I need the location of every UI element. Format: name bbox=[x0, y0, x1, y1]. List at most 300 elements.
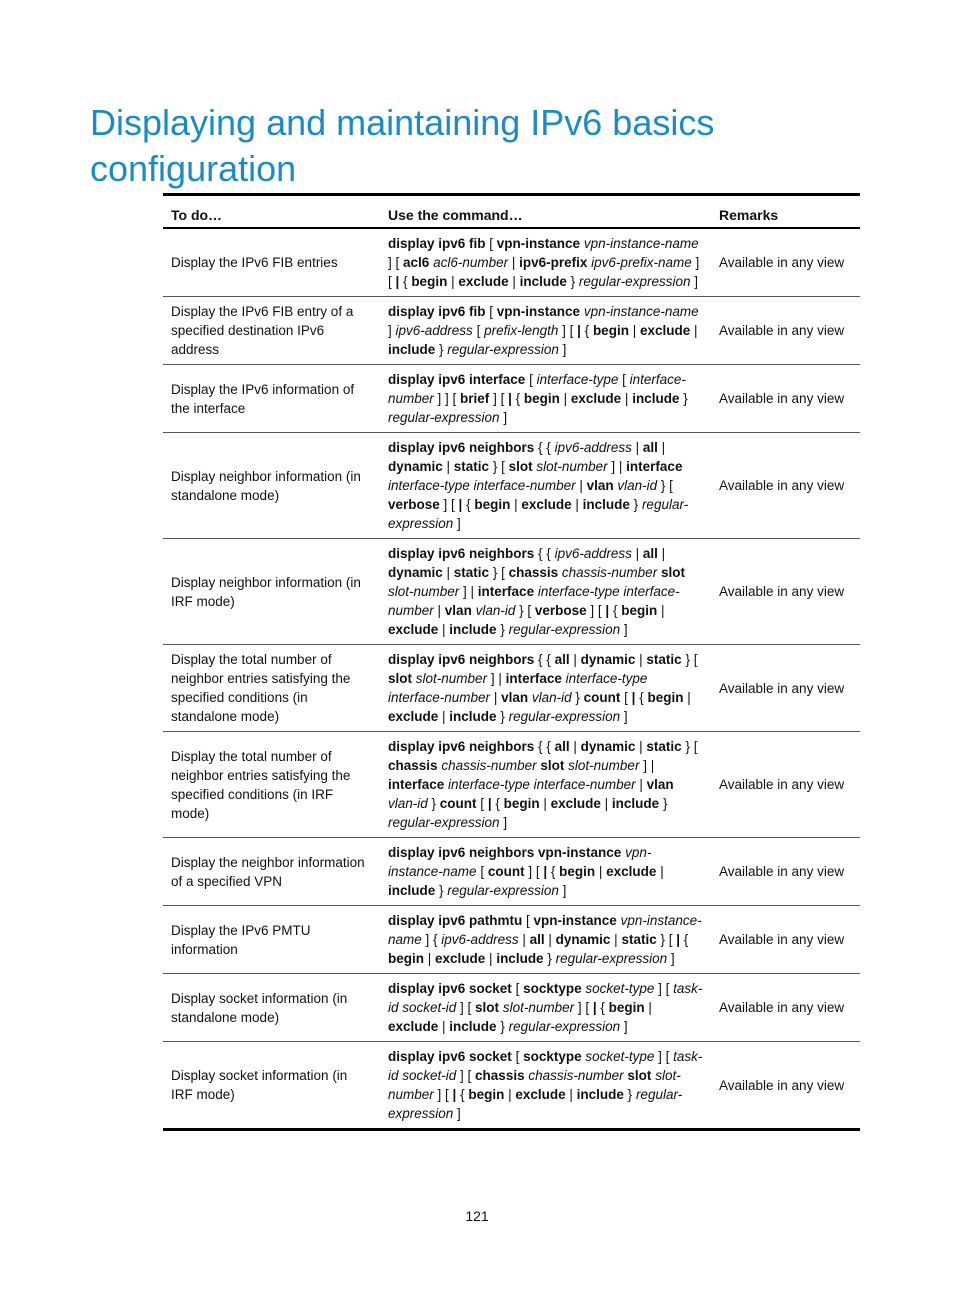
command-text: } [ bbox=[489, 459, 509, 474]
command-text: } bbox=[427, 796, 440, 811]
command-text: ] [ bbox=[524, 864, 544, 879]
command-text: ] | bbox=[459, 584, 478, 599]
page-number: 121 bbox=[465, 1208, 489, 1224]
command-text: [ bbox=[511, 981, 524, 996]
table-row bbox=[163, 732, 860, 838]
command-keyword: include bbox=[582, 497, 630, 512]
command-argument: slot-number bbox=[415, 671, 488, 686]
command-argument: vpn-instance-name bbox=[388, 845, 652, 879]
command-text: ] bbox=[499, 410, 508, 425]
command-text: ] bbox=[620, 1019, 628, 1034]
command-text: } bbox=[435, 883, 448, 898]
todo-cell: Display socket information (in IRF mode) bbox=[163, 1042, 380, 1130]
command-argument: vpn-instance-name bbox=[388, 913, 702, 947]
command-argument: interface-type bbox=[536, 372, 619, 387]
command-keyword: vlan bbox=[586, 478, 614, 493]
command-cell bbox=[380, 433, 711, 539]
command-text: | bbox=[610, 932, 622, 947]
column-header-todo: To do… bbox=[163, 195, 380, 229]
command-text: [ bbox=[476, 864, 488, 879]
command-keyword: display ipv6 neighbors vpn-instance bbox=[388, 845, 622, 860]
command-keyword: interface bbox=[505, 671, 562, 686]
command-keyword: all bbox=[554, 652, 570, 667]
command-text: [ bbox=[522, 913, 534, 928]
command-text: | bbox=[600, 796, 612, 811]
command-keyword: begin bbox=[608, 1000, 645, 1015]
command-argument: socket-type bbox=[585, 1049, 655, 1064]
command-keyword: exclude bbox=[515, 1087, 566, 1102]
todo-cell: Display neighbor information (in IRF mode) bbox=[163, 539, 380, 645]
command-cell bbox=[380, 297, 711, 365]
command-text: | bbox=[508, 255, 520, 270]
command-text: { { bbox=[534, 440, 555, 455]
command-argument: task-id socket-id bbox=[388, 1049, 703, 1083]
command-text: [ bbox=[476, 796, 488, 811]
command-argument: regular-expression bbox=[508, 622, 621, 637]
command-argument: vpn-instance-name bbox=[583, 236, 699, 251]
command-text: } bbox=[571, 690, 584, 705]
command-keyword: include bbox=[611, 796, 660, 811]
command-text: | bbox=[628, 323, 640, 338]
command-argument: regular-expression bbox=[447, 342, 559, 357]
command-syntax bbox=[388, 1049, 702, 1121]
command-keyword: begin bbox=[559, 864, 596, 879]
command-keyword: exclude bbox=[388, 1019, 439, 1034]
command-argument: interface-type interface-number bbox=[388, 671, 648, 705]
remarks-cell: Available in any view bbox=[711, 838, 860, 906]
remarks-cell: Available in any view bbox=[711, 732, 860, 838]
command-syntax bbox=[388, 739, 697, 830]
command-keyword: begin bbox=[474, 497, 511, 512]
command-argument: regular-expression bbox=[508, 1019, 621, 1034]
command-cell bbox=[380, 974, 711, 1042]
command-text: } [ bbox=[656, 932, 677, 947]
command-keyword: interface bbox=[626, 459, 683, 474]
command-argument: slot-number bbox=[502, 1000, 575, 1015]
command-keyword: | bbox=[631, 690, 636, 705]
todo-cell: Display neighbor information (in standalone mode) bbox=[163, 433, 380, 539]
command-text: { { bbox=[534, 739, 555, 754]
command-text: | bbox=[518, 932, 530, 947]
command-syntax bbox=[388, 546, 685, 637]
column-header-remarks: Remarks bbox=[711, 195, 860, 229]
command-text: ] bbox=[667, 951, 675, 966]
remarks-cell: Available in any view bbox=[711, 297, 860, 365]
command-keyword: exclude bbox=[435, 951, 486, 966]
command-text: | bbox=[559, 391, 571, 406]
command-keyword: dynamic bbox=[388, 565, 443, 580]
command-keyword: dynamic bbox=[580, 652, 636, 667]
command-keyword: display ipv6 pathmtu bbox=[388, 913, 523, 928]
todo-cell: Display the IPv6 FIB entries bbox=[171, 255, 338, 270]
command-keyword: chassis bbox=[475, 1068, 525, 1083]
command-text: { { bbox=[534, 546, 555, 561]
command-syntax bbox=[388, 372, 688, 425]
command-text: | bbox=[442, 459, 454, 474]
command-text: } bbox=[435, 342, 448, 357]
command-text: | bbox=[635, 652, 647, 667]
command-keyword: begin bbox=[647, 690, 684, 705]
command-keyword: include bbox=[449, 709, 497, 724]
command-argument: prefix-length bbox=[484, 323, 559, 338]
command-keyword: socktype bbox=[523, 1049, 582, 1064]
command-keyword: include bbox=[519, 274, 567, 289]
command-text: ] bbox=[558, 342, 567, 357]
section-title: Displaying and maintaining IPv6 basics configuration bbox=[90, 102, 715, 189]
command-text: | bbox=[433, 603, 445, 618]
command-syntax bbox=[388, 845, 664, 898]
command-keyword: include bbox=[496, 951, 544, 966]
command-argument: regular-expression bbox=[447, 883, 559, 898]
command-text: | bbox=[657, 603, 665, 618]
command-text: | bbox=[657, 440, 666, 455]
todo-cell: Display the neighbor information of a specified VPN bbox=[163, 838, 380, 906]
command-text: { bbox=[462, 497, 475, 512]
command-keyword: vlan bbox=[501, 690, 529, 705]
command-keyword: include bbox=[449, 622, 497, 637]
command-cell bbox=[380, 1042, 711, 1130]
table-row bbox=[163, 1042, 860, 1130]
command-keyword: include bbox=[576, 1087, 624, 1102]
command-keyword: ipv6-prefix bbox=[519, 255, 588, 270]
command-keyword: verbose bbox=[534, 603, 587, 618]
command-argument: vlan-id bbox=[388, 796, 428, 811]
command-text: } bbox=[543, 951, 556, 966]
table-row bbox=[163, 297, 860, 365]
command-text: | bbox=[544, 932, 556, 947]
command-keyword: count bbox=[487, 864, 525, 879]
command-text: ] [ bbox=[586, 603, 606, 618]
command-argument: regular-expression bbox=[388, 410, 500, 425]
command-argument: regular-expression bbox=[388, 497, 689, 531]
command-text: | bbox=[683, 690, 691, 705]
command-text: ] [ bbox=[574, 1000, 593, 1015]
command-argument: interface-type interface-number bbox=[448, 777, 636, 792]
command-text: } bbox=[496, 1019, 509, 1034]
command-keyword: display ipv6 neighbors bbox=[388, 546, 535, 561]
command-argument: chassis-number bbox=[561, 565, 658, 580]
table-row bbox=[163, 645, 860, 732]
command-keyword: display ipv6 socket bbox=[388, 981, 512, 996]
command-text: { bbox=[399, 274, 412, 289]
column-header-command: Use the command… bbox=[380, 195, 711, 229]
command-keyword: display ipv6 interface bbox=[388, 372, 526, 387]
command-text: ] [ bbox=[558, 323, 578, 338]
command-text: ] [ bbox=[388, 255, 700, 289]
command-text: | bbox=[631, 440, 643, 455]
command-keyword: interface bbox=[388, 777, 445, 792]
command-keyword: count bbox=[583, 690, 621, 705]
command-keyword: | bbox=[452, 1087, 457, 1102]
command-cell bbox=[380, 228, 711, 297]
command-text: ] bbox=[453, 1106, 461, 1121]
remarks-cell: Available in any view bbox=[719, 255, 845, 270]
command-keyword: | bbox=[676, 932, 681, 947]
command-text: ] [ bbox=[433, 1087, 453, 1102]
remarks-cell: Available in any view bbox=[711, 365, 860, 433]
table-row bbox=[163, 906, 860, 974]
command-text: } bbox=[659, 796, 668, 811]
command-text: | bbox=[571, 497, 583, 512]
command-text: } [ bbox=[657, 478, 673, 493]
todo-cell: Display the total number of neighbor entries satisfying the specified conditions (in standalone mode) bbox=[163, 645, 380, 732]
command-argument: chassis-number bbox=[441, 758, 537, 773]
command-keyword: include bbox=[632, 391, 680, 406]
command-keyword: all bbox=[642, 440, 658, 455]
command-text: | bbox=[656, 864, 664, 879]
command-syntax bbox=[388, 913, 702, 966]
command-keyword: display ipv6 socket bbox=[388, 1049, 512, 1064]
command-keyword: display ipv6 fib bbox=[388, 236, 486, 251]
command-argument: vlan-id bbox=[617, 478, 658, 493]
table-row bbox=[163, 365, 860, 433]
command-keyword: begin bbox=[388, 951, 424, 966]
command-text: ] [ bbox=[654, 981, 674, 996]
command-keyword: count bbox=[439, 796, 477, 811]
command-keyword: static bbox=[453, 565, 490, 580]
command-keyword: chassis bbox=[388, 758, 438, 773]
table-header-row bbox=[163, 195, 860, 229]
table-body bbox=[163, 228, 860, 1130]
command-text: | bbox=[424, 951, 436, 966]
command-keyword: include bbox=[449, 1019, 497, 1034]
command-text: { { bbox=[534, 652, 555, 667]
command-cell bbox=[380, 906, 711, 974]
command-text: | bbox=[504, 1087, 516, 1102]
command-keyword: slot bbox=[475, 1000, 500, 1015]
command-keyword: vpn-instance bbox=[533, 913, 617, 928]
command-keyword: begin bbox=[621, 603, 658, 618]
command-text: { bbox=[609, 603, 622, 618]
command-keyword: slot bbox=[508, 459, 533, 474]
command-argument: ipv6-prefix-name bbox=[591, 255, 692, 270]
command-text: { bbox=[680, 932, 689, 947]
command-keyword: exclude bbox=[606, 864, 657, 879]
command-argument: vlan-id bbox=[475, 603, 516, 618]
command-text: ] [ bbox=[456, 1068, 476, 1083]
command-syntax bbox=[388, 304, 699, 357]
command-cell bbox=[380, 365, 711, 433]
command-keyword: slot bbox=[540, 758, 565, 773]
command-text: ] { bbox=[421, 932, 442, 947]
command-argument: ipv6-address bbox=[441, 932, 519, 947]
remarks-cell: Available in any view bbox=[711, 974, 860, 1042]
remarks-cell: Available in any view bbox=[711, 906, 860, 974]
command-text: [ bbox=[511, 1049, 524, 1064]
command-text: ] bbox=[388, 323, 396, 338]
command-keyword: exclude bbox=[521, 497, 572, 512]
command-text: ] | bbox=[639, 758, 655, 773]
command-text: | bbox=[539, 796, 551, 811]
command-keyword: dynamic bbox=[580, 739, 636, 754]
command-text: ] bbox=[620, 622, 628, 637]
command-keyword: slot bbox=[388, 671, 413, 686]
command-text: | bbox=[485, 951, 497, 966]
command-argument: task-id socket-id bbox=[388, 981, 703, 1015]
table-row bbox=[163, 433, 860, 539]
command-text: | bbox=[635, 777, 647, 792]
command-keyword: dynamic bbox=[388, 459, 443, 474]
command-text: | bbox=[569, 652, 581, 667]
remarks-cell: Available in any view bbox=[711, 539, 860, 645]
command-text: ] bbox=[499, 815, 508, 830]
command-keyword: display ipv6 neighbors bbox=[388, 440, 535, 455]
command-text: | bbox=[575, 478, 587, 493]
command-text: | bbox=[644, 1000, 652, 1015]
command-text: { bbox=[596, 1000, 609, 1015]
command-argument: interface-number bbox=[388, 372, 686, 406]
command-text: { bbox=[511, 391, 524, 406]
command-argument: ipv6-address bbox=[554, 546, 632, 561]
command-text: { bbox=[635, 690, 648, 705]
command-text: | bbox=[631, 546, 643, 561]
command-text: | bbox=[508, 274, 520, 289]
command-keyword: display ipv6 fib bbox=[388, 304, 486, 319]
command-text: | bbox=[438, 622, 450, 637]
command-text: | bbox=[569, 739, 581, 754]
command-keyword: all bbox=[554, 739, 570, 754]
command-text: [ bbox=[525, 372, 537, 387]
command-text: | bbox=[442, 565, 454, 580]
command-argument: slot-number bbox=[536, 459, 608, 474]
command-argument: interface-type interface-number bbox=[388, 478, 576, 493]
command-argument: regular-expression bbox=[555, 951, 668, 966]
command-text: | bbox=[621, 391, 633, 406]
todo-cell: Display the IPv6 information of the interface bbox=[163, 365, 380, 433]
command-keyword: | bbox=[577, 323, 581, 338]
command-text: [ bbox=[485, 236, 497, 251]
command-keyword: vpn-instance bbox=[496, 304, 581, 319]
command-text: } [ bbox=[489, 565, 509, 580]
command-keyword: begin bbox=[503, 796, 540, 811]
command-text: ] bbox=[453, 516, 461, 531]
command-keyword: brief bbox=[460, 391, 490, 406]
command-text: | bbox=[438, 1019, 450, 1034]
command-keyword: dynamic bbox=[555, 932, 611, 947]
command-cell bbox=[380, 732, 711, 838]
command-keyword: | bbox=[487, 796, 492, 811]
command-text: ] [ bbox=[456, 1000, 476, 1015]
command-text: | bbox=[657, 546, 666, 561]
command-keyword: vpn-instance bbox=[496, 236, 581, 251]
command-text: | bbox=[635, 739, 647, 754]
command-argument: vpn-instance-name bbox=[583, 304, 699, 319]
command-text: } bbox=[629, 497, 642, 512]
command-text: ] bbox=[620, 709, 628, 724]
command-argument: regular-expression bbox=[388, 1087, 683, 1121]
command-argument: slot-number bbox=[388, 584, 460, 599]
command-text: } [ bbox=[681, 739, 698, 754]
command-keyword: begin bbox=[523, 391, 560, 406]
command-keyword: exclude bbox=[388, 622, 439, 637]
command-cell bbox=[380, 539, 711, 645]
table-row bbox=[163, 974, 860, 1042]
command-text: | bbox=[510, 497, 522, 512]
command-text: ] bbox=[558, 883, 567, 898]
command-text: } bbox=[496, 709, 509, 724]
command-argument: ipv6-address bbox=[554, 440, 632, 455]
command-argument: interface-type interface-number bbox=[388, 584, 680, 618]
todo-cell: Display the IPv6 FIB entry of a specified destination IPv6 address bbox=[163, 297, 380, 365]
table-row bbox=[163, 539, 860, 645]
command-text: } bbox=[623, 1087, 636, 1102]
command-text: ] | bbox=[487, 671, 506, 686]
command-keyword: | bbox=[395, 274, 400, 289]
command-keyword: exclude bbox=[639, 323, 691, 338]
command-keyword: | bbox=[592, 1000, 597, 1015]
todo-cell: Display the total number of neighbor entries satisfying the specified conditions (in IRF mode) bbox=[163, 732, 380, 838]
command-keyword: include bbox=[388, 883, 436, 898]
command-keyword: slot bbox=[627, 1068, 652, 1083]
command-keyword: interface bbox=[477, 584, 535, 599]
command-keyword: all bbox=[529, 932, 545, 947]
remarks-cell: Available in any view bbox=[711, 433, 860, 539]
command-text: [ bbox=[620, 690, 632, 705]
command-keyword: socktype bbox=[523, 981, 582, 996]
command-text: ] bbox=[690, 274, 698, 289]
command-table bbox=[163, 193, 860, 1131]
command-keyword: | bbox=[458, 497, 463, 512]
table-row bbox=[163, 838, 860, 906]
command-text: [ bbox=[472, 323, 485, 338]
command-keyword: all bbox=[642, 546, 658, 561]
command-argument: socket-type bbox=[585, 981, 655, 996]
command-keyword: exclude bbox=[550, 796, 601, 811]
command-text: ] | bbox=[607, 459, 627, 474]
command-argument: slot-number bbox=[388, 1068, 681, 1102]
command-text: | bbox=[490, 690, 502, 705]
command-keyword: verbose bbox=[388, 497, 440, 512]
command-text: | bbox=[438, 709, 450, 724]
command-text: | bbox=[565, 1087, 577, 1102]
command-keyword: chassis bbox=[508, 565, 559, 580]
todo-cell: Display socket information (in standalone mode) bbox=[163, 974, 380, 1042]
command-syntax bbox=[388, 440, 688, 531]
command-keyword: exclude bbox=[570, 391, 622, 406]
command-text: | bbox=[690, 323, 698, 338]
command-argument: ipv6-address bbox=[395, 323, 473, 338]
command-keyword: static bbox=[453, 459, 490, 474]
command-argument: regular-expression bbox=[508, 709, 621, 724]
command-cell bbox=[380, 645, 711, 732]
command-keyword: display ipv6 neighbors bbox=[388, 652, 535, 667]
command-text: | bbox=[595, 864, 607, 879]
command-keyword: vlan bbox=[646, 777, 674, 792]
command-text: ] [ bbox=[489, 391, 509, 406]
table-row bbox=[163, 228, 860, 297]
command-argument: acl6-number bbox=[433, 255, 509, 270]
command-keyword: display ipv6 neighbors bbox=[388, 739, 535, 754]
command-text: ] [ bbox=[388, 255, 404, 270]
command-text: ] ] [ bbox=[433, 391, 461, 406]
command-keyword: begin bbox=[468, 1087, 505, 1102]
todo-cell: Display the IPv6 PMTU information bbox=[163, 906, 380, 974]
command-syntax bbox=[388, 652, 697, 724]
command-keyword: static bbox=[646, 652, 682, 667]
command-keyword: vlan bbox=[444, 603, 472, 618]
command-keyword: slot bbox=[660, 565, 685, 580]
command-keyword: | bbox=[605, 603, 610, 618]
command-keyword: begin bbox=[411, 274, 448, 289]
command-argument: regular-expression bbox=[578, 274, 691, 289]
command-text: ] [ bbox=[654, 1049, 674, 1064]
command-text: } bbox=[496, 622, 509, 637]
command-keyword: | bbox=[543, 864, 548, 879]
command-text: { bbox=[580, 323, 593, 338]
command-keyword: exclude bbox=[388, 709, 439, 724]
remarks-cell: Available in any view bbox=[711, 645, 860, 732]
command-text: } [ bbox=[681, 652, 698, 667]
